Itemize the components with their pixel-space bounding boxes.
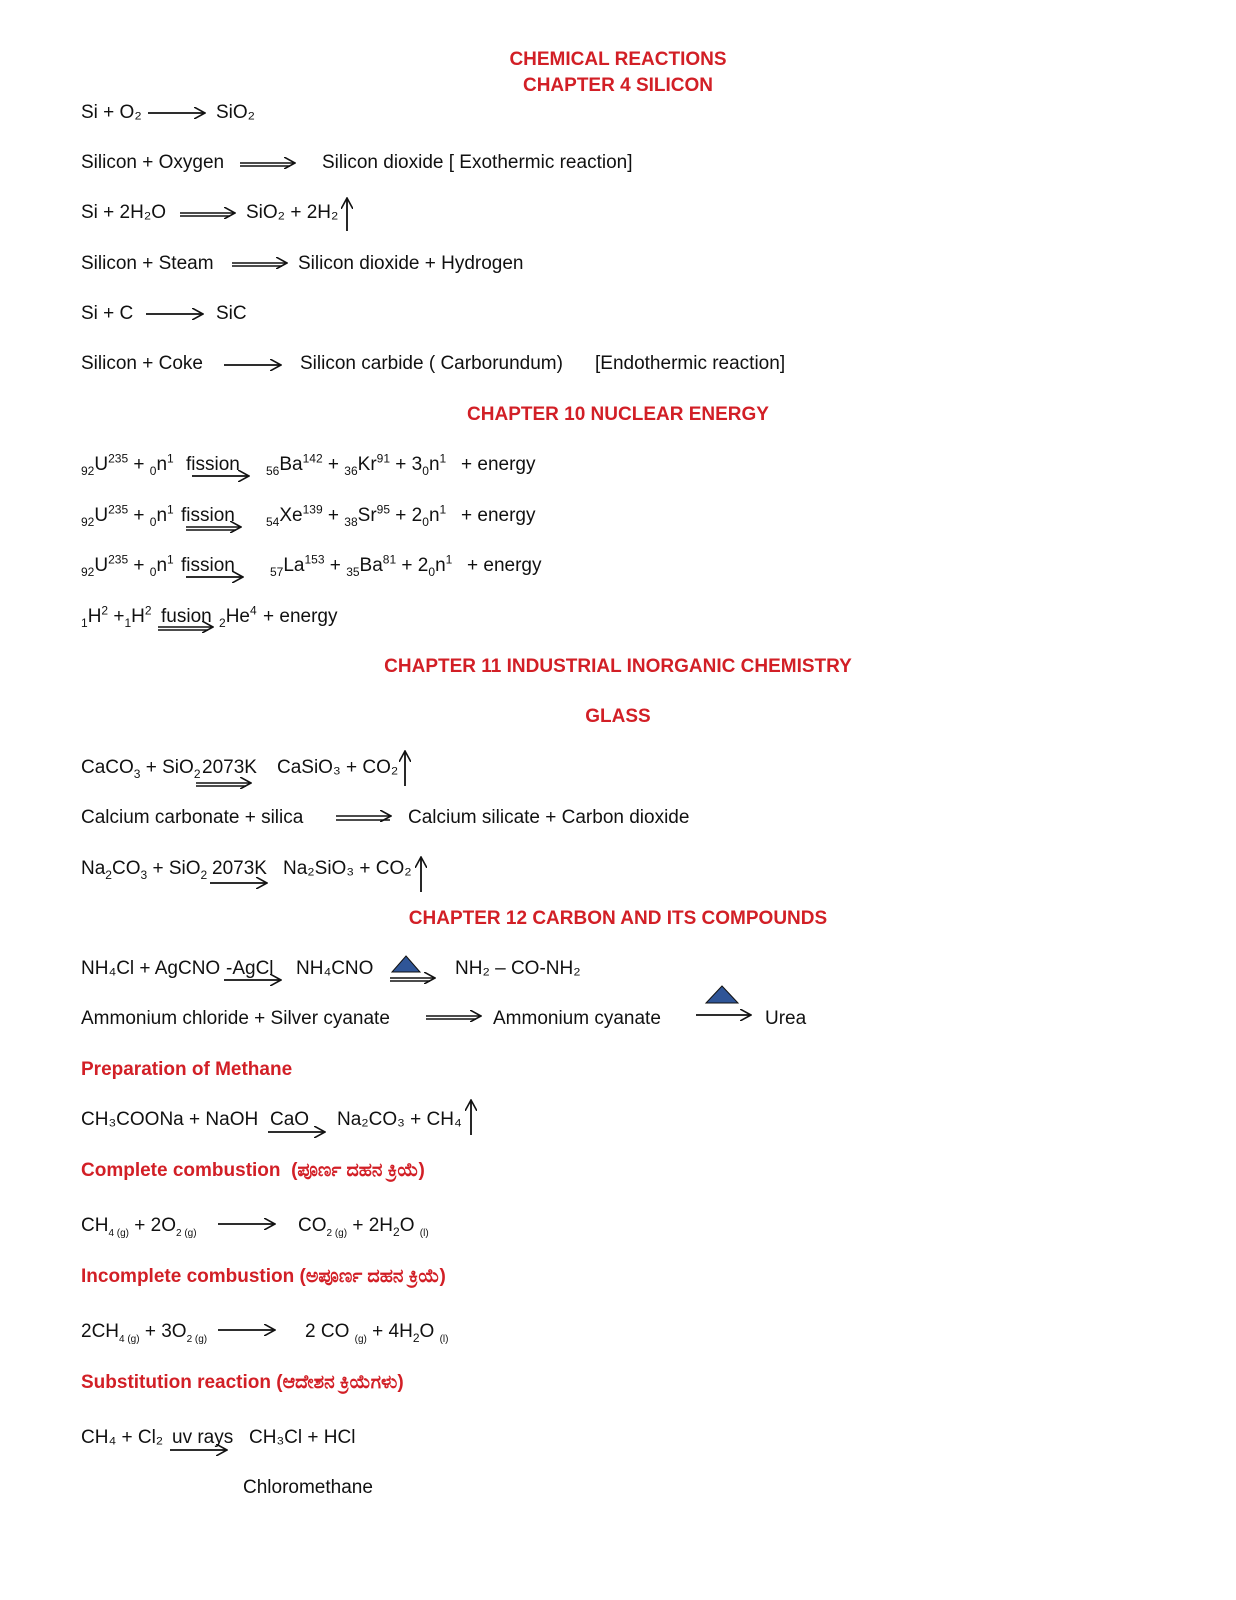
- urea-r1-left: NH₄Cl + AgCNO: [81, 958, 221, 979]
- arrow-icon: [192, 476, 252, 478]
- heat-triangle-icon: [388, 954, 440, 986]
- complete-combustion-title: Complete combustion: [81, 1160, 281, 1181]
- double-arrow-icon: [180, 213, 240, 221]
- methane-right: Na₂CO₃ + CH₄: [337, 1109, 462, 1130]
- incomplete-combustion-heading: [81, 1267, 446, 1286]
- gas-evolved-up-arrow-icon: [414, 856, 428, 892]
- silicon-r4-left: Silicon + Steam: [81, 253, 214, 274]
- urea-r1-mid: NH₄CNO: [296, 958, 374, 979]
- incomplete-combustion-kannada: (ಅಪೂರ್ಣ ದಹನ ಕ್ರಿಯೆ): [299, 1266, 446, 1287]
- silicon-r3-left: Si + 2H₂O: [81, 202, 166, 223]
- methane-left: CH₃COONa + NaOH: [81, 1109, 259, 1130]
- energy-label: + energy: [461, 505, 536, 526]
- arrow-icon: [146, 314, 206, 316]
- complete-combustion-kannada: (ಪೂರ್ಣ ದಹನ ಕ್ರಿಯೆ): [291, 1160, 425, 1181]
- fission-3-reactants: $_{92}U^{235} + _0n^1$: [81, 552, 174, 579]
- glass-r3-left: $Na_2CO_3 + SiO_2$: [81, 858, 208, 882]
- arrow-icon: [224, 980, 284, 982]
- arrow-icon: [268, 1132, 328, 1134]
- incomplete-combustion-right: 2 CO $_{(g)} + 4H_2O$ $_{(l)}$: [305, 1321, 449, 1345]
- double-arrow-icon: [426, 1016, 486, 1024]
- urea-r2-mid: Ammonium cyanate: [493, 1008, 661, 1029]
- silicon-r5-right: SiC: [216, 303, 247, 324]
- urea-r1-condition: -AgCl: [226, 958, 274, 979]
- glass-r3-right: Na₂SiO₃ + CO₂: [283, 858, 412, 879]
- gas-evolved-up-arrow-icon: [398, 750, 412, 786]
- double-arrow-icon: [240, 163, 300, 171]
- energy-label: + energy: [263, 606, 338, 627]
- double-arrow-icon: [158, 627, 218, 635]
- glass-r1-right: CaSiO₃ + CO₂: [277, 757, 399, 778]
- substitution-condition: uv rays: [172, 1427, 234, 1448]
- complete-combustion-left: $CH_{4 (g)} + 2O_{2 (g)}$: [81, 1215, 197, 1239]
- urea-r2-right: Urea: [765, 1008, 807, 1029]
- fission-1-products: $_{56}Ba^{142} + _{36}Kr^{91} + 3_0n^1$: [266, 451, 447, 478]
- substitution-right: CH₃Cl + HCl: [249, 1427, 356, 1448]
- chapter-4-heading: CHAPTER 4 SILICON: [522, 75, 714, 96]
- glass-heading: GLASS: [585, 706, 651, 727]
- arrow-icon: [170, 1450, 230, 1452]
- fusion-label: fusion: [161, 606, 212, 627]
- glass-r1-left: CaCO$_3$ + SiO$_2$: [81, 757, 201, 781]
- fusion-reactants: $_1H^2 +_1H^2$: [81, 603, 152, 630]
- fission-1-reactants: $_{92}U^{235} + _0n^1$: [81, 451, 174, 478]
- chapter-11-heading: CHAPTER 11 INDUSTRIAL INORGANIC CHEMISTRY: [384, 656, 852, 677]
- fusion-products: $_2He^4$: [219, 603, 257, 630]
- glass-r2-left: Calcium carbonate + silica: [81, 807, 304, 828]
- incomplete-combustion-title: Incomplete combustion: [81, 1266, 295, 1287]
- glass-r2-right: Calcium silicate + Carbon dioxide: [408, 807, 690, 828]
- temperature-label: 2073K: [212, 858, 267, 879]
- fission-label: fission: [181, 555, 235, 576]
- arrow-icon: [218, 1330, 278, 1332]
- arrow-icon: [224, 365, 284, 367]
- fission-3-products: $_{57}La^{153} + _{35}Ba^{81} + 2_0n^1$: [270, 552, 453, 579]
- fission-label: fission: [186, 454, 240, 475]
- silicon-r1-right: SiO₂: [216, 102, 256, 123]
- complete-combustion-right: $CO_{2 (g)} + 2H_2O$ $_{(l)}$: [298, 1215, 429, 1239]
- complete-combustion-heading: [81, 1161, 425, 1180]
- silicon-r6-note: [Endothermic reaction]: [595, 353, 786, 374]
- temperature-label: 2073K: [202, 757, 257, 778]
- gas-evolved-up-arrow-icon: [464, 1099, 478, 1135]
- double-arrow-icon: [336, 816, 396, 824]
- fission-2-products: $_{54}Xe^{139} + _{38}Sr^{95} + 2_0n^1$: [266, 502, 447, 529]
- chapter-12-heading: CHAPTER 12 CARBON AND ITS COMPOUNDS: [408, 908, 828, 929]
- arrow-icon: [148, 113, 208, 115]
- heat-triangle-icon: [694, 984, 756, 1020]
- silicon-r1-left: Si + O₂: [81, 102, 142, 123]
- urea-r2-left: Ammonium chloride + Silver cyanate: [81, 1008, 390, 1029]
- substitution-left: CH₄ + Cl₂: [81, 1427, 164, 1448]
- arrow-icon: [186, 577, 246, 579]
- arrow-icon: [210, 883, 270, 885]
- double-arrow-icon: [232, 263, 292, 271]
- methane-heading: Preparation of Methane: [81, 1059, 293, 1080]
- energy-label: + energy: [461, 454, 536, 475]
- fission-2-reactants: $_{92}U^{235} + _0n^1$: [81, 502, 174, 529]
- substitution-title: Substitution reaction: [81, 1372, 271, 1393]
- chapter-10-heading: CHAPTER 10 NUCLEAR ENERGY: [467, 404, 769, 425]
- silicon-r3-right: SiO₂ + 2H₂: [246, 202, 339, 223]
- incomplete-combustion-left: $2CH_{4 (g)} + 3O_{2 (g)}$: [81, 1321, 208, 1345]
- substitution-heading: [81, 1373, 404, 1392]
- fission-label: fission: [181, 505, 235, 526]
- substitution-product-name: Chloromethane: [243, 1477, 373, 1498]
- silicon-r6-right: Silicon carbide ( Carborundum): [300, 353, 563, 374]
- page-title: CHEMICAL REACTIONS: [509, 49, 727, 70]
- gas-evolved-up-arrow-icon: [340, 197, 354, 231]
- silicon-r6-left: Silicon + Coke: [81, 353, 203, 374]
- silicon-r4-right: Silicon dioxide + Hydrogen: [298, 253, 524, 274]
- methane-condition: CaO: [270, 1109, 310, 1130]
- urea-r1-right: NH₂ – CO-NH₂: [455, 958, 581, 979]
- silicon-r2-right: Silicon dioxide [ Exothermic reaction]: [322, 152, 633, 173]
- substitution-kannada: (ಆದೇಶನ ಕ್ರಿಯೆಗಳು): [276, 1372, 404, 1393]
- arrow-icon: [218, 1224, 278, 1226]
- silicon-r5-left: Si + C: [81, 303, 134, 324]
- double-arrow-icon: [186, 527, 246, 535]
- double-arrow-icon: [196, 783, 256, 791]
- silicon-r2-left: Silicon + Oxygen: [81, 152, 225, 173]
- energy-label: + energy: [467, 555, 542, 576]
